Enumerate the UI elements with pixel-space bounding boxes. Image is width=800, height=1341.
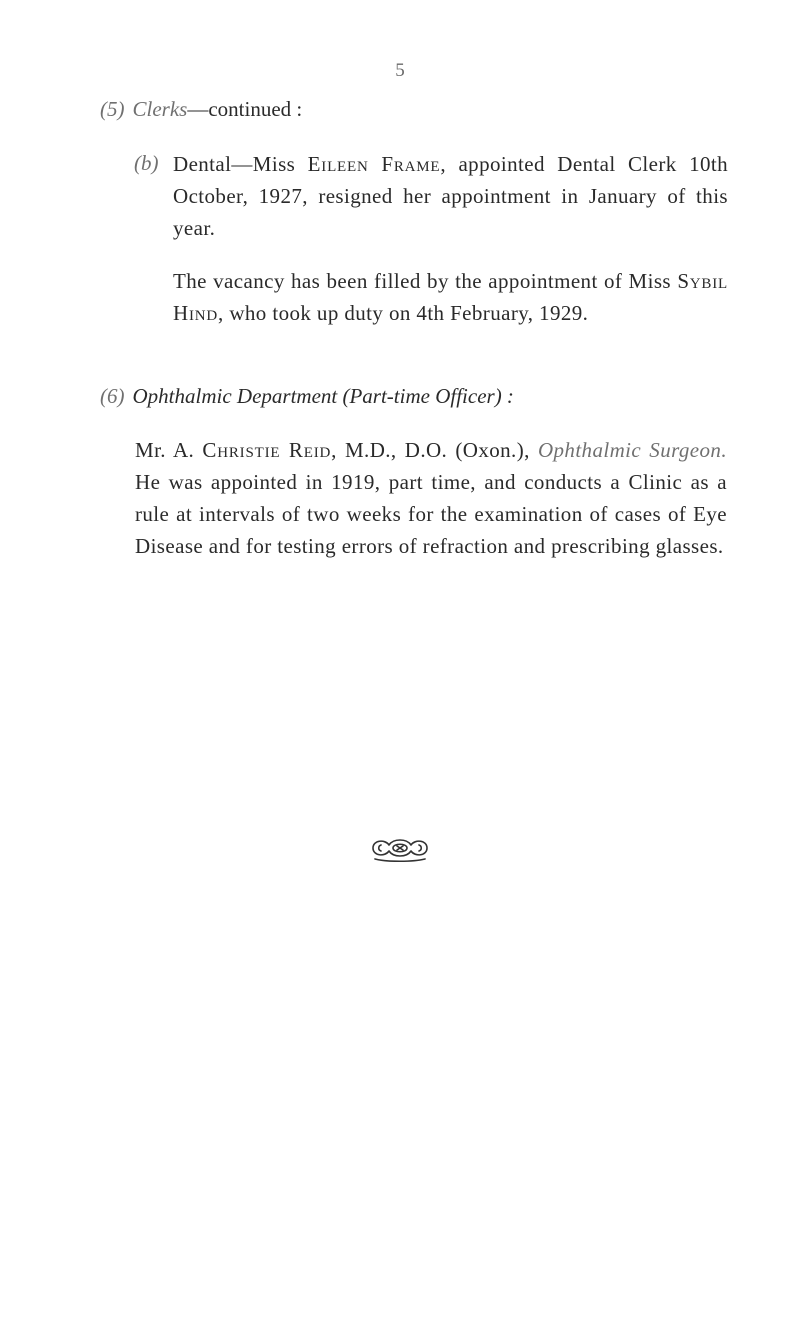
vacancy-paragraph <box>173 265 728 329</box>
section-6-heading <box>100 381 514 411</box>
section-5-title-suffix: —continued : <box>187 97 303 121</box>
vacancy-lead: The vacancy has been filled by the appointment of Miss <box>173 269 672 293</box>
dental-label: (b) <box>134 151 159 175</box>
section-5-title: Clerks <box>132 97 188 121</box>
ophthalmic-surgeon-name: Christie Reid <box>202 438 332 462</box>
ophthalmic-qualifications: , M.D., D.O. (Oxon.), <box>331 438 530 462</box>
dental-paragraph <box>173 148 728 244</box>
dental-text: , appointed Dental Clerk 10th October, 1927, resigned her appointment in January of this year. <box>173 152 729 240</box>
ophthalmic-lead: Mr. A. <box>135 438 195 462</box>
ophthalmic-paragraph <box>135 434 727 562</box>
ophthalmic-role: Ophthalmic Surgeon. <box>537 438 727 462</box>
ophthalmic-text: He was appointed in 1919, part time, and conducts a Clinic as a rule at intervals of two weeks for the examination of cases of Eye Disease and for testing errors of refraction and prescribing glasses. <box>135 470 727 558</box>
dental-lead: Dental—Miss <box>173 152 296 176</box>
section-5-heading <box>100 94 302 124</box>
dental-label-wrap <box>134 148 167 178</box>
section-6-subtitle: (Part-time Officer) : <box>342 384 514 408</box>
printers-ornament-icon <box>367 833 433 863</box>
section-6-number: (6) <box>100 384 125 408</box>
section-6-title: Ophthalmic Department <box>132 384 338 408</box>
vacancy-text: , who took up duty on 4th February, 1929. <box>218 301 589 325</box>
vacancy-name: Sybil Hind <box>173 269 728 325</box>
dental-clerk-name: Eileen Frame <box>307 152 441 176</box>
section-5-number: (5) <box>100 97 125 121</box>
page-number: 5 <box>395 60 405 81</box>
